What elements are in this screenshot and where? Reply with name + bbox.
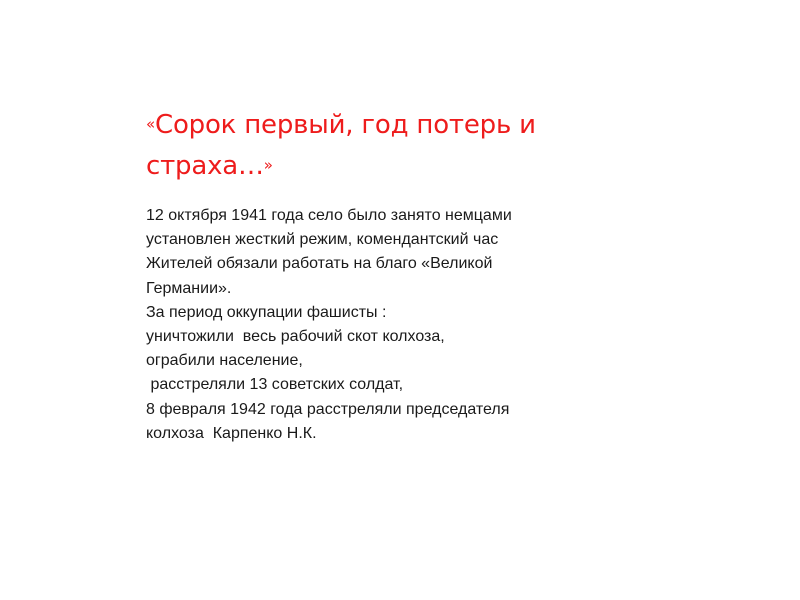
title-open-quote: « [146,115,155,133]
body-line: установлен жесткий режим, комендантский час [146,231,499,249]
body-line: уничтожили весь рабочий скот колхоза, [146,328,445,346]
body-line: Жителей обязали работать на благо «Великой [146,255,493,273]
title-line-1: Сорок первый, год потерь и [154,110,536,140]
slide-title [146,104,586,186]
title-close-quote: » [263,156,273,174]
body-line: 8 февраля 1942 года расстреляли председателя [146,400,510,418]
title-line-2: страха… [146,151,264,181]
body-line: колхоза Карпенко Н.К. [146,424,317,442]
body-line: ограбили население, [146,352,303,370]
body-line: расстреляли 13 советских солдат, [146,376,404,394]
body-line: Германии». [146,279,232,297]
body-line: 12 октября 1941 года село было занято немцами [146,207,512,224]
slide-body-text [146,204,584,446]
body-line: За период оккупации фашисты : [146,303,387,321]
